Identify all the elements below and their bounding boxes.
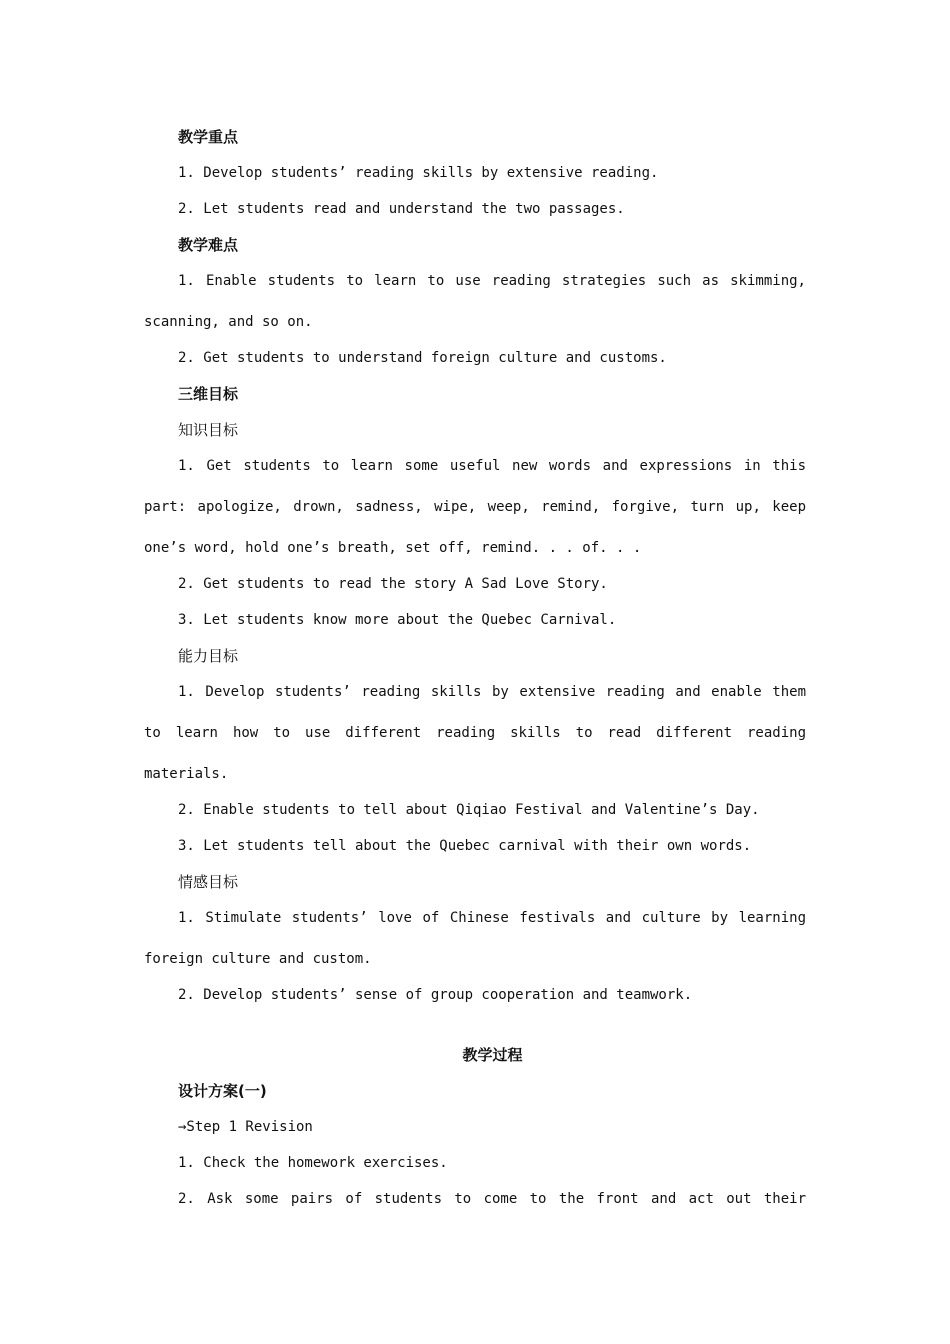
ability-objectives-title: 能力目标 (178, 647, 239, 665)
objectives-heading: 三维目标 (178, 385, 239, 403)
emotion-item-2: 2. Develop students’ sense of group cooperation and teamwork. (178, 987, 693, 1003)
difficult-point-2: 2. Get students to understand foreign culture and customs. (178, 350, 667, 366)
knowledge-item-1-line-2: part: apologize, drown, sadness, wipe, weep, remind, forgive, turn up, keep (144, 499, 806, 515)
emotion-item-1-line-1: 1. Stimulate students’ love of Chinese festivals and culture by learning (178, 910, 806, 926)
difficult-point-1-line-1: 1. Enable students to learn to use reading strategies such as skimming, (178, 273, 806, 289)
emotion-objectives-title: 情感目标 (178, 873, 239, 891)
knowledge-item-2: 2. Get students to read the story A Sad Love Story. (178, 576, 608, 592)
key-point-2: 2. Let students read and understand the two passages. (178, 201, 625, 217)
knowledge-item-1-line-3: one’s word, hold one’s breath, set off, remind. . . of. . . (144, 540, 642, 556)
plan-title: 设计方案(一) (178, 1082, 267, 1100)
key-points-heading: 教学重点 (178, 128, 239, 146)
difficult-points-heading: 教学难点 (178, 236, 239, 254)
emotion-item-1-line-2: foreign culture and custom. (144, 951, 372, 967)
process-heading: 教学过程 (462, 1046, 523, 1064)
ability-item-1-line-1: 1. Develop students’ reading skills by extensive reading and enable them (178, 684, 806, 700)
step-1-title: →Step 1 Revision (178, 1119, 313, 1135)
step-1-item-2-line-1: 2. Ask some pairs of students to come to the front and act out their (178, 1191, 806, 1207)
ability-item-3: 3. Let students tell about the Quebec carnival with their own words. (178, 838, 752, 854)
ability-item-2: 2. Enable students to tell about Qiqiao Festival and Valentine’s Day. (178, 802, 760, 818)
ability-item-1-line-3: materials. (144, 766, 229, 782)
knowledge-objectives-title: 知识目标 (178, 421, 239, 439)
step-1-item-1: 1. Check the homework exercises. (178, 1155, 448, 1171)
knowledge-item-3: 3. Let students know more about the Quebec Carnival. (178, 612, 617, 628)
ability-item-1-line-2: to learn how to use different reading skills to read different reading (144, 725, 806, 741)
knowledge-item-1-line-1: 1. Get students to learn some useful new words and expressions in this (178, 458, 806, 474)
key-point-1: 1. Develop students’ reading skills by extensive reading. (178, 165, 659, 181)
difficult-point-1-line-2: scanning, and so on. (144, 314, 313, 330)
